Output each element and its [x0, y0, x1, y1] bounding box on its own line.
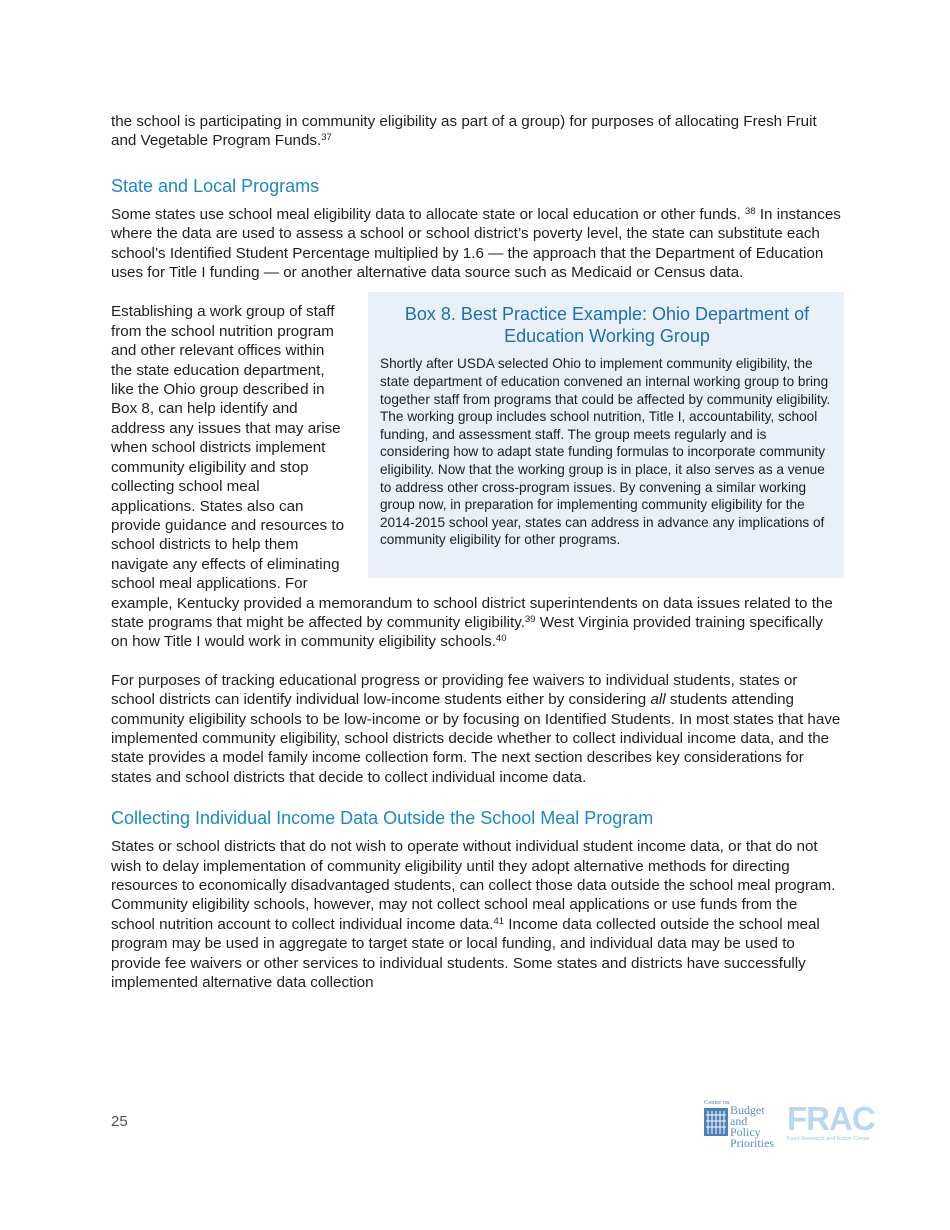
cbpp-logo: [704, 1099, 774, 1150]
intro-paragraph: the school is participating in community eligibility as part of a group) for purposes of allocating Fresh Fruit and Vegetable Program Funds.$^{37}$: [111, 113, 817, 150]
state-local-paragraph: Some states use school meal eligibility data to allocate state or local education or other funds. $^{38}$ In instances where the data are used to assess a school or school district’s poverty level, the state can substitute each school’s Identified Student Percentage multiplied by 1.6 — the approach that the Department of Education uses for Title I funding — or another alternative data source such as Medicaid or Census data.: [111, 205, 841, 282]
footer-logos: [704, 1099, 875, 1150]
section-heading-state-local: State and Local Programs: [111, 175, 320, 196]
footnote-ref[interactable]: 40: [495, 633, 507, 645]
cbpp-wordmark: Budget and Policy Priorities: [730, 1103, 774, 1150]
frac-tagline: Food Research and Action Center: [787, 1136, 870, 1142]
box-title: Box 8. Best Practice Example: Ohio Department of Education Working Group: [404, 304, 810, 347]
frac-logo: [787, 1102, 875, 1145]
footnote-ref[interactable]: 38: [745, 205, 756, 217]
workgroup-paragraph: Establishing a work group of staff from the school nutrition program and other relevant offices within the state education department, like the Ohio group described in Box 8, can help identify and address any issues that may arise when school districts implement community eligibility and stop collecting school meal applications. States also can provide guidance and resources to school districts to help them navigate any effects of eliminating school meal applications. For example, Kentucky provided a memorandum to school district superintendents on data issues related to the state programs that might be affected by community eligibility.$^{39}$ West Virginia provided training specifically on how Title I would work in community eligibility schools.$^{40}$: [111, 303, 833, 651]
section-heading-collecting: Collecting Individual Income Data Outside the School Meal Program: [111, 808, 654, 829]
best-practice-box: [368, 292, 844, 578]
cbpp-grid-icon: [704, 1108, 728, 1136]
footnote-ref[interactable]: 41: [493, 915, 505, 927]
page-number: 25: [111, 1113, 128, 1130]
frac-wordmark: FRAC: [787, 1100, 875, 1137]
page-content: [111, 111, 841, 992]
collecting-paragraph: States or school districts that do not wish to operate without individual student income data, or that do not wish to delay implementation of community eligibility until they adopt alternative methods for directing resources to economically disadvantaged students, can collect those data outside the school meal program. Community eligibility schools, however, may not collect school meal applications or use funds from the school nutrition account to collect individual income data.$^{41}$ Income data collected outside the school meal program may be used in aggregate to target state or local funding, and individual data may be used to provide fee waivers or other services to individual students. Some states and districts have successfully implemented alternative data collection: [111, 838, 836, 992]
box-body: Shortly after USDA selected Ohio to implement community eligibility, the state department of education convened an internal working group to bring together staff from programs that could be affected by community eligibility. The working group includes school nutrition, Title I, accountability, school funding, and assessment staff. The group meets regularly and is considering how to adapt state funding formulas to incorporate community eligibility. Now that the working group is in place, it also serves as a venue to address other cross-program issues. By convening a similar working group now, in preparation for implementing community eligibility for the 2014-2015 school year, states can address in advance any implications of community eligibility for other programs.: [380, 356, 831, 548]
box-wrap: [111, 302, 841, 651]
tracking-paragraph: For purposes of tracking educational progress or providing fee waivers to individual students, states or school districts can identify individual low-income students either by considering all students attending community eligibility schools to be low-income or by focusing on Identified Students. In most states that have implemented community eligibility, school districts decide whether to collect individual income data, and the state provides a model family income collection form. The next section describes key considerations for states and school districts that decide to collect individual income data.: [111, 671, 841, 786]
footnote-ref[interactable]: 37: [321, 132, 332, 144]
cbpp-logo-center: Center on: [704, 1099, 730, 1106]
emphasis-all: all: [650, 691, 666, 709]
footnote-ref[interactable]: 39: [524, 613, 536, 625]
